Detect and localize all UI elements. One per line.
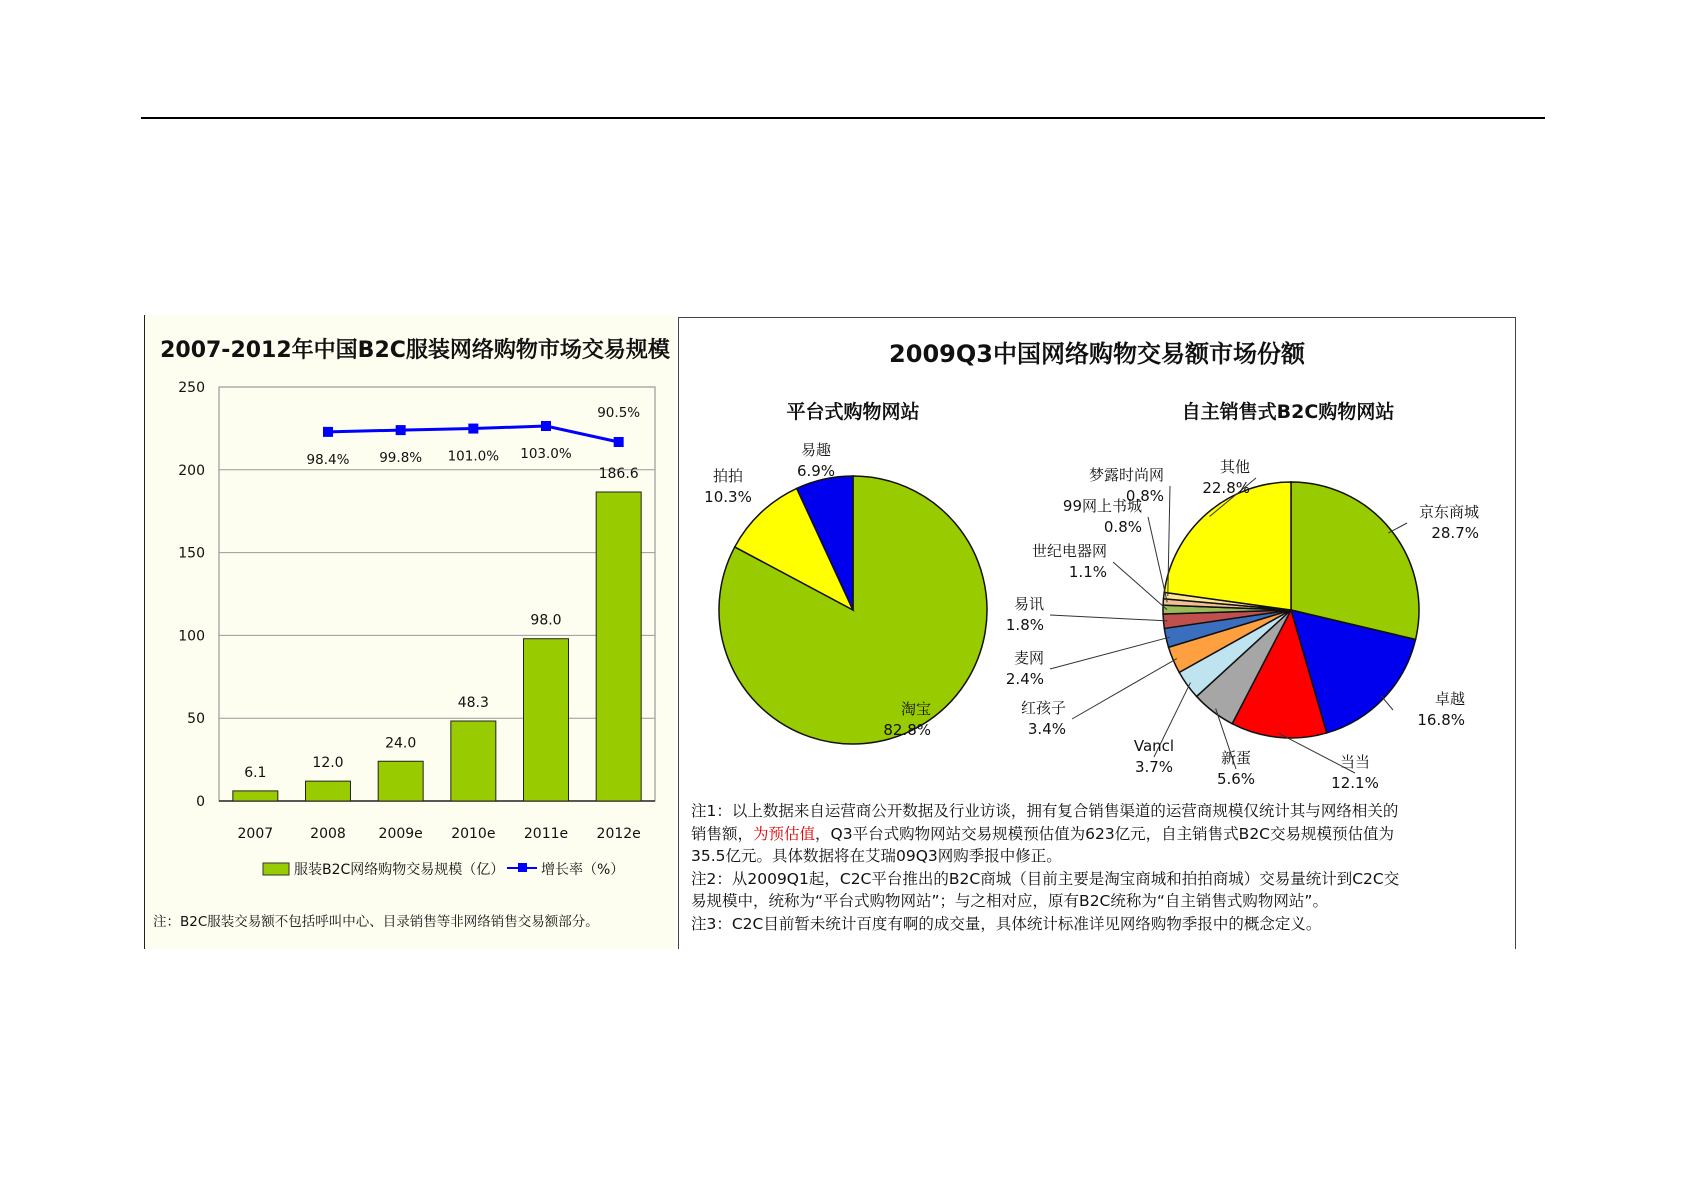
pie-slice-name: 卓越 [1434, 690, 1465, 708]
pie-charts [679, 318, 1515, 800]
leader-line [1113, 562, 1167, 610]
pie2-subtitle: 自主销售式B2C购物网站 [1181, 401, 1395, 423]
pie-slice-percent: 5.6% [1216, 770, 1256, 788]
growth-marker [614, 437, 624, 447]
note-1c: 35.5亿元。具体数据将在艾瑞09Q3网购季报中修正。 [691, 847, 1062, 865]
note-1a: 注1：以上数据来自运营商公开数据及行业访谈，拥有复合销售渠道的运营商规模仅统计其与网络相关的 [691, 802, 1399, 820]
bar [596, 492, 641, 801]
bar [451, 721, 496, 801]
pie-slice-percent: 28.7% [1431, 524, 1479, 542]
growth-rate-label: 98.4% [306, 451, 350, 468]
x-tick-label: 2011e [523, 826, 569, 842]
bar-value-label: 12.0 [312, 755, 344, 772]
chart-title: 2009Q3中国网络购物交易额市场份额 [889, 340, 1305, 368]
leader-line [1381, 695, 1393, 710]
bar-value-label: 48.3 [457, 695, 489, 712]
pie-slice-percent: 22.8% [1202, 479, 1250, 497]
legend [263, 861, 624, 878]
x-tick-label: 2007 [237, 826, 274, 842]
pie-slice-percent: 12.1% [1331, 774, 1379, 792]
leader-line [1072, 659, 1177, 719]
bar-line-chart [145, 315, 675, 949]
bar [306, 781, 351, 801]
plot-frame [219, 387, 655, 801]
note-1b-post: ，Q3平台式购物网站交易规模预估值为623亿元，自主销售式B2C交易规模预估值为 [815, 824, 1394, 843]
pie-slice-percent: 3.4% [1027, 720, 1066, 738]
pie-slice-percent: 1.1% [1068, 563, 1107, 581]
leader-line [1050, 637, 1170, 669]
pie-slice-percent: 0.8% [1125, 487, 1164, 505]
pie-slice-name: 其他 [1219, 458, 1250, 476]
bar [378, 761, 423, 801]
legend-bar-label: 服装B2C网络购物交易规模（亿） [294, 862, 505, 878]
legend-bar-swatch [263, 863, 289, 875]
growth-marker [541, 421, 551, 431]
leader-line [1388, 523, 1407, 533]
note-1b [691, 823, 1503, 846]
pie-slice-name: 易趣 [800, 441, 832, 459]
pie-slice-name: 新蛋 [1220, 749, 1252, 767]
bar-value-label: 98.0 [530, 612, 562, 629]
note-estimate-highlight: 为预估值 [753, 824, 816, 843]
leader-line [1050, 615, 1167, 621]
pie-slice-name: 当当 [1339, 753, 1371, 771]
growth-rate-label: 101.0% [447, 448, 500, 465]
pie-slice-percent: 10.3% [704, 488, 752, 506]
y-tick-label: 150 [178, 545, 205, 562]
pie1-subtitle: 平台式购物网站 [786, 401, 920, 423]
growth-rate-label: 103.0% [520, 446, 572, 462]
note-3: 注3：C2C目前暂未统计百度有啊的成交量，具体统计标准详见网络购物季报中的概念定义。 [691, 914, 1322, 933]
bar-value-label: 24.0 [385, 735, 417, 752]
note-2a: 注2：从2009Q1起，C2C平台推出的B2C商城（目前主要是淘宝商城和拍拍商城）交易量统计到C2C交 [691, 869, 1400, 888]
notes [691, 800, 1503, 935]
y-tick-label: 50 [187, 711, 205, 728]
growth-marker [468, 424, 478, 434]
pie-slice-name: 世纪电器网 [1031, 542, 1107, 560]
y-tick-label: 0 [196, 794, 205, 810]
bar [233, 791, 278, 801]
growth-marker [323, 427, 333, 437]
note-2b: 易规模中，统称为“平台式购物网站”；与之相对应，原有B2C统称为“自主销售式购物网站”。 [691, 892, 1328, 910]
y-tick-label: 250 [178, 380, 205, 396]
b2c-apparel-chart-panel [144, 315, 675, 949]
pie-slice-percent: 6.9% [796, 462, 836, 480]
growth-marker [396, 425, 406, 435]
legend-line-marker [518, 863, 527, 872]
chart-note: 注：B2C服装交易额不包括呼叫中心、目录销售等非网络销售交易额部分。 [153, 914, 599, 930]
pie-slice-name: 拍拍 [712, 467, 744, 485]
note-1b-pre: 销售额， [691, 824, 754, 843]
pie-slice-name: 京东商城 [1418, 503, 1479, 521]
x-tick-label: 2012e [596, 826, 641, 842]
chart-title: 2007-2012年中国B2C服装网络购物市场交易规模 [160, 338, 670, 363]
growth-rate-label: 99.8% [379, 450, 423, 467]
x-tick-label: 2009e [378, 826, 423, 842]
pie-slice-name: 梦露时尚网 [1088, 466, 1164, 484]
market-share-panel [678, 317, 1516, 949]
top-rule [141, 117, 1545, 119]
pie-slice-name: Vancl [1133, 737, 1175, 755]
pie-slice-percent: 0.8% [1103, 518, 1142, 536]
pie-slice-name: 99网上书城 [1062, 497, 1142, 515]
pie-slice-percent: 3.7% [1134, 758, 1174, 776]
y-tick-label: 100 [178, 628, 205, 645]
pie-slice-percent: 16.8% [1417, 711, 1465, 729]
x-tick-label: 2008 [310, 826, 346, 842]
x-tick-label: 2010e [451, 826, 496, 842]
pie-slice-name: 麦网 [1013, 649, 1044, 667]
pie-slice-name: 淘宝 [900, 700, 931, 718]
pie-slice-percent: 2.4% [1005, 670, 1044, 688]
bar-value-label: 6.1 [244, 764, 267, 781]
leader-line [1148, 517, 1167, 602]
pie-slice-name: 易讯 [1013, 595, 1044, 613]
legend-line-label: 增长率（%） [541, 862, 625, 878]
bar [524, 639, 569, 801]
pie-slice-name: 红孩子 [1020, 699, 1066, 717]
pie-slice-percent: 1.8% [1005, 616, 1044, 634]
pie-slice-percent: 82.8% [883, 721, 931, 739]
bar-value-label: 186.6 [598, 465, 639, 482]
y-tick-label: 200 [178, 462, 205, 479]
growth-rate-label: 90.5% [597, 405, 641, 421]
